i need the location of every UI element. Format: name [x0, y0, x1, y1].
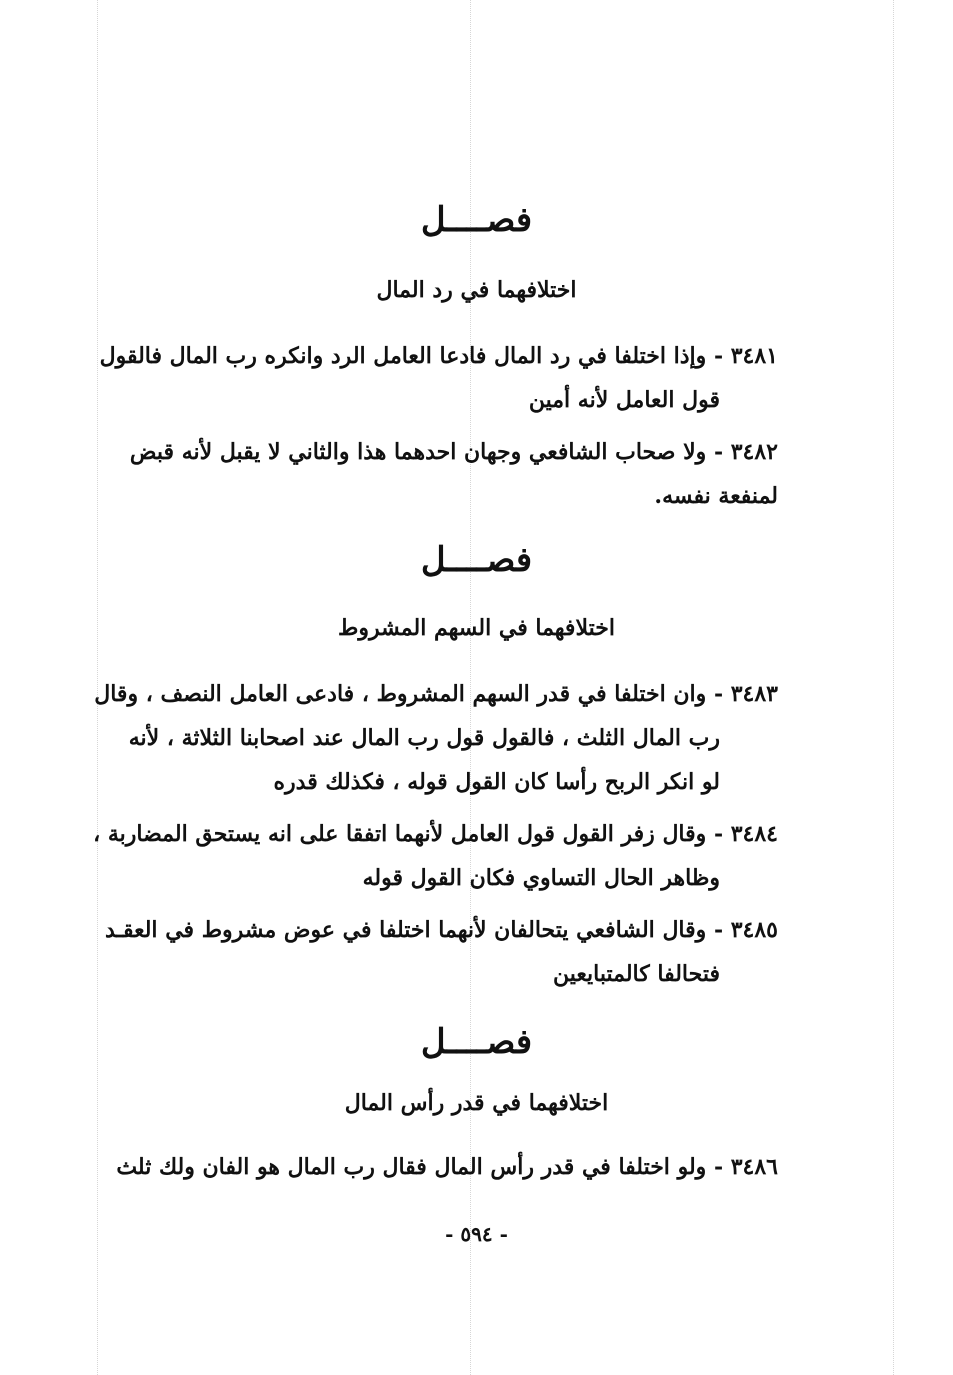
paragraph-3485	[104, 908, 778, 996]
paragraph-number: ٣٤٨٦	[730, 1154, 778, 1180]
section-subheading: اختلافهما في رد المال	[376, 277, 577, 303]
paragraph-line: ٣٤٨١ - وإذا اختلفا في رد المال فادعا العامل الرد وانكره رب المال فالقول	[99, 343, 778, 369]
paragraph-text: ولو اختلفا في قدر رأس المال فقال رب المال هو الفان ولك ثلث	[116, 1154, 707, 1180]
paragraph-3483	[94, 672, 778, 804]
page-number: - ٥٩٤ -	[445, 1222, 508, 1246]
paragraph-text: وان اختلفا في قدر السهم المشروط ، فادعى العامل النصف ، وقال	[94, 681, 707, 707]
section-title: فصــــل	[420, 200, 533, 240]
section-title: فصــــل	[420, 1022, 533, 1062]
paragraph-line: ٣٤٨٥ - وقال الشافعي يتحالفان لأنهما اختلفا في عوض مشروط في العقـد	[104, 917, 778, 943]
paragraph-line: فتحالفا كالمتبايعين	[553, 961, 720, 987]
paragraph-number: ٣٤٨٥	[730, 917, 778, 943]
paragraph-line: ٣٤٨٦ - ولو اختلفا في قدر رأس المال فقال رب المال هو الفان ولك ثلث	[116, 1154, 778, 1180]
paragraph-number: ٣٤٨١	[730, 343, 778, 369]
section-subheading: اختلافهما في السهم المشروط	[338, 615, 615, 641]
paragraph-number: ٣٤٨٢	[730, 439, 778, 465]
paragraph-number: ٣٤٨٤	[730, 821, 778, 847]
section-title: فصــــل	[420, 540, 533, 580]
paragraph-3481	[99, 334, 778, 422]
paragraph-line: قول العامل لأنه أمين	[528, 387, 720, 413]
paragraph-line: ٣٤٨٤ - وقال زفر القول قول العامل لأنهما اتفقا على انه يستحق المضاربة ،	[93, 821, 778, 847]
section-subheading: اختلافهما في قدر رأس المال	[344, 1090, 609, 1116]
paragraph-3482	[129, 430, 778, 518]
paragraph-line: لمنفعة نفسه.	[654, 483, 778, 509]
paragraph-number: ٣٤٨٣	[730, 681, 778, 707]
paragraph-3486	[116, 1145, 778, 1189]
paragraph-text: وقال الشافعي يتحالفان لأنهما اختلفا في عوض مشروط في العقـد	[104, 917, 707, 943]
paragraph-text: وإذا اختلفا في رد المال فادعا العامل الرد وانكره رب المال فالقول	[99, 343, 707, 369]
paragraph-line: ٣٤٨٢ - ولا صحاب الشافعي وجهان احدهما هذا والثاني لا يقبل لأنه قبض	[129, 439, 778, 465]
paragraph-line: لو انكر الربح رأسا كان القول قوله ، فكذلك قدره	[273, 769, 720, 795]
paragraph-line: ٣٤٨٣ - وان اختلفا في قدر السهم المشروط ، فادعى العامل النصف ، وقال	[94, 681, 778, 707]
paragraph-line: وظاهر الحال التساوي فكان القول قوله	[362, 865, 720, 891]
paragraph-3484	[93, 812, 778, 900]
paragraph-text: ولا صحاب الشافعي وجهان احدهما هذا والثاني لا يقبل لأنه قبض	[129, 439, 707, 465]
paragraph-text: وقال زفر القول قول العامل لأنهما اتفقا على انه يستحق المضاربة ،	[93, 821, 707, 847]
paragraph-line: رب المال الثلث ، فالقول قول رب المال عند اصحابنا الثلاثة ، لأنه	[128, 725, 720, 751]
